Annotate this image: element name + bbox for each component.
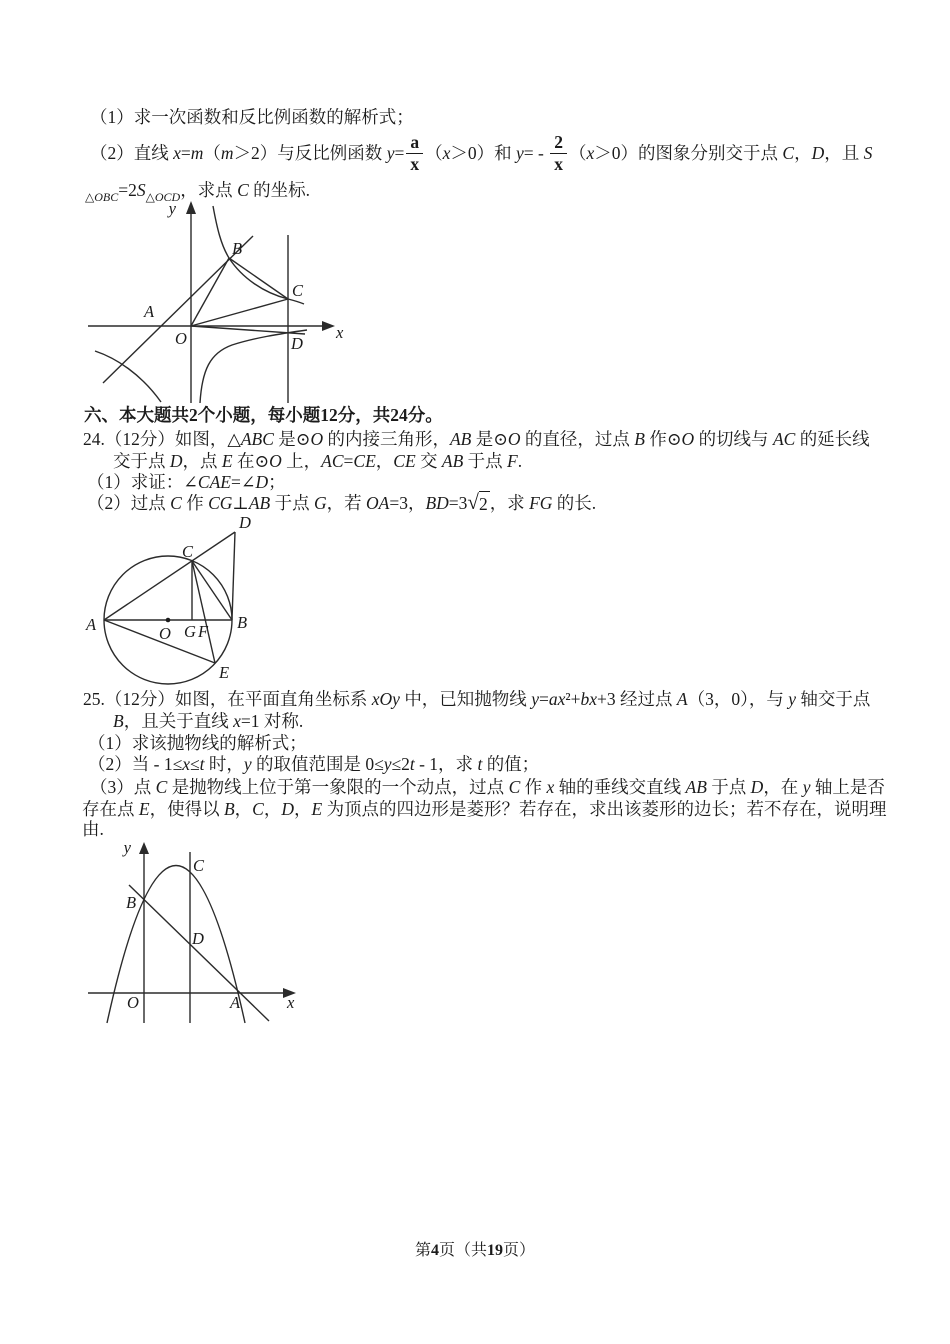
p25-line-6: 存在点 E，使得以 B，C，D，E 为顶点的四边形是菱形？若存在，求出该菱形的边长；若不存在，说明理 bbox=[82, 799, 887, 819]
top-line-1: （1）求一次函数和反比例函数的解析式； bbox=[90, 107, 414, 127]
formula-segment: =2S bbox=[118, 180, 146, 200]
point-label-C: C bbox=[292, 281, 304, 300]
square-root-expression bbox=[467, 491, 489, 516]
point-label-B: B bbox=[237, 613, 248, 632]
figure-hyperbola-coordinate-plane bbox=[86, 198, 348, 404]
p24-line-1: 24.（12分）如图，△ABC 是⊙O 的内接三角形，AB 是⊙O 的直径，过点 B 作⊙O 的切线与 AC 的延长线 bbox=[83, 429, 870, 449]
radical-sign: √ bbox=[467, 490, 479, 514]
fraction-2-over-x bbox=[550, 132, 567, 173]
point-label-A: A bbox=[230, 993, 241, 1012]
hyperbola-branch-q1 bbox=[213, 206, 304, 304]
triangle-subscript: △OCD bbox=[145, 190, 181, 204]
p25-line-7: 由. bbox=[82, 819, 104, 839]
line-AB bbox=[103, 236, 253, 383]
point-label-D: D bbox=[291, 334, 303, 353]
point-label-G: G bbox=[184, 622, 196, 641]
p25-line-1: 25.（12分）如图，在平面直角坐标系 xOy 中，已知抛物线 y=ax²+bx+3 经过点 A（3，0），与 y 轴交于点 bbox=[83, 689, 871, 709]
footer-text: 页（共 bbox=[438, 1242, 487, 1259]
footer-text: 第 bbox=[414, 1242, 431, 1259]
segment-OC bbox=[191, 299, 288, 326]
formula-segment: （x＞0）和 y= - bbox=[425, 142, 549, 163]
footer-page-number: 4 bbox=[430, 1242, 439, 1259]
axis-label-y: y bbox=[168, 199, 176, 218]
origin-label-O: O bbox=[127, 993, 139, 1012]
x-axis-arrow-icon bbox=[322, 321, 335, 331]
radicand: 2 bbox=[479, 491, 490, 516]
p24-line-3: （1）求证：∠CAE=∠D； bbox=[87, 472, 286, 492]
center-point-O bbox=[166, 618, 171, 623]
axis-label-x: x bbox=[336, 323, 344, 342]
figure-circle-inscribed-triangle bbox=[83, 512, 258, 694]
line-AB bbox=[129, 885, 269, 1021]
center-label-O: O bbox=[159, 624, 171, 643]
axis-label-y: y bbox=[123, 838, 131, 857]
point-label-F: F bbox=[198, 622, 209, 641]
point-label-B: B bbox=[232, 239, 243, 258]
p25-line-5: （3）点 C 是抛物线上位于第一象限的一个动点，过点 C 作 x 轴的垂线交直线 AB 于点 D，在 y 轴上是否 bbox=[90, 777, 885, 797]
point-label-D: D bbox=[192, 929, 204, 948]
segment-CE bbox=[192, 561, 215, 663]
footer-total-pages: 19 bbox=[487, 1242, 503, 1259]
point-label-B: B bbox=[126, 893, 137, 912]
point-label-D: D bbox=[239, 513, 251, 532]
point-label-E: E bbox=[219, 663, 230, 682]
point-label-A: A bbox=[86, 615, 97, 634]
point-label-C: C bbox=[193, 856, 205, 875]
figure-parabola-coordinate-plane bbox=[85, 838, 305, 1030]
fraction-numerator: 2 bbox=[550, 132, 567, 153]
origin-label-O: O bbox=[175, 329, 187, 348]
formula-segment: （2）直线 x=m（m＞2）与反比例函数 y= bbox=[90, 142, 405, 163]
axis-label-x: x bbox=[287, 993, 295, 1012]
p25-line-2: B，且关于直线 x=1 对称. bbox=[113, 711, 304, 731]
formula-segment: ，求 FG 的长. bbox=[489, 493, 597, 513]
fraction-numerator: a bbox=[406, 132, 423, 153]
fraction-a-over-x bbox=[406, 132, 423, 173]
tangent-BD bbox=[232, 532, 235, 620]
p25-line-3: （1）求该抛物线的解析式； bbox=[88, 733, 307, 753]
page-footer bbox=[0, 1237, 950, 1260]
formula-segment: （2）过点 C 作 CG⊥AB 于点 G，若 OA=3，BD=3 bbox=[87, 493, 468, 513]
fraction-denominator: x bbox=[554, 153, 563, 174]
formula-segment: （x＞0）的图象分别交于点 C，D，且 S bbox=[568, 142, 873, 163]
triangle-subscript: △OBC bbox=[85, 190, 119, 204]
y-axis-arrow-icon bbox=[186, 201, 196, 214]
p25-line-4: （2）当 - 1≤x≤t 时，y 的取值范围是 0≤y≤2t - 1，求 t 的值； bbox=[88, 754, 540, 774]
p24-line-2: 交于点 D，点 E 在⊙O 上，AC=CE，CE 交 AB 于点 F. bbox=[113, 451, 523, 471]
top-line-2 bbox=[90, 130, 872, 176]
chord-BC bbox=[229, 258, 288, 299]
point-label-A: A bbox=[144, 302, 155, 321]
fraction-denominator: x bbox=[410, 153, 420, 174]
point-label-C: C bbox=[182, 542, 194, 561]
formula-segment: ，求点 C 的坐标. bbox=[180, 180, 310, 200]
y-axis-arrow-icon bbox=[139, 842, 149, 854]
section-header: 六、本大题共2个小题，每小题12分，共24分。 bbox=[84, 405, 443, 425]
footer-text: 页） bbox=[503, 1242, 536, 1259]
